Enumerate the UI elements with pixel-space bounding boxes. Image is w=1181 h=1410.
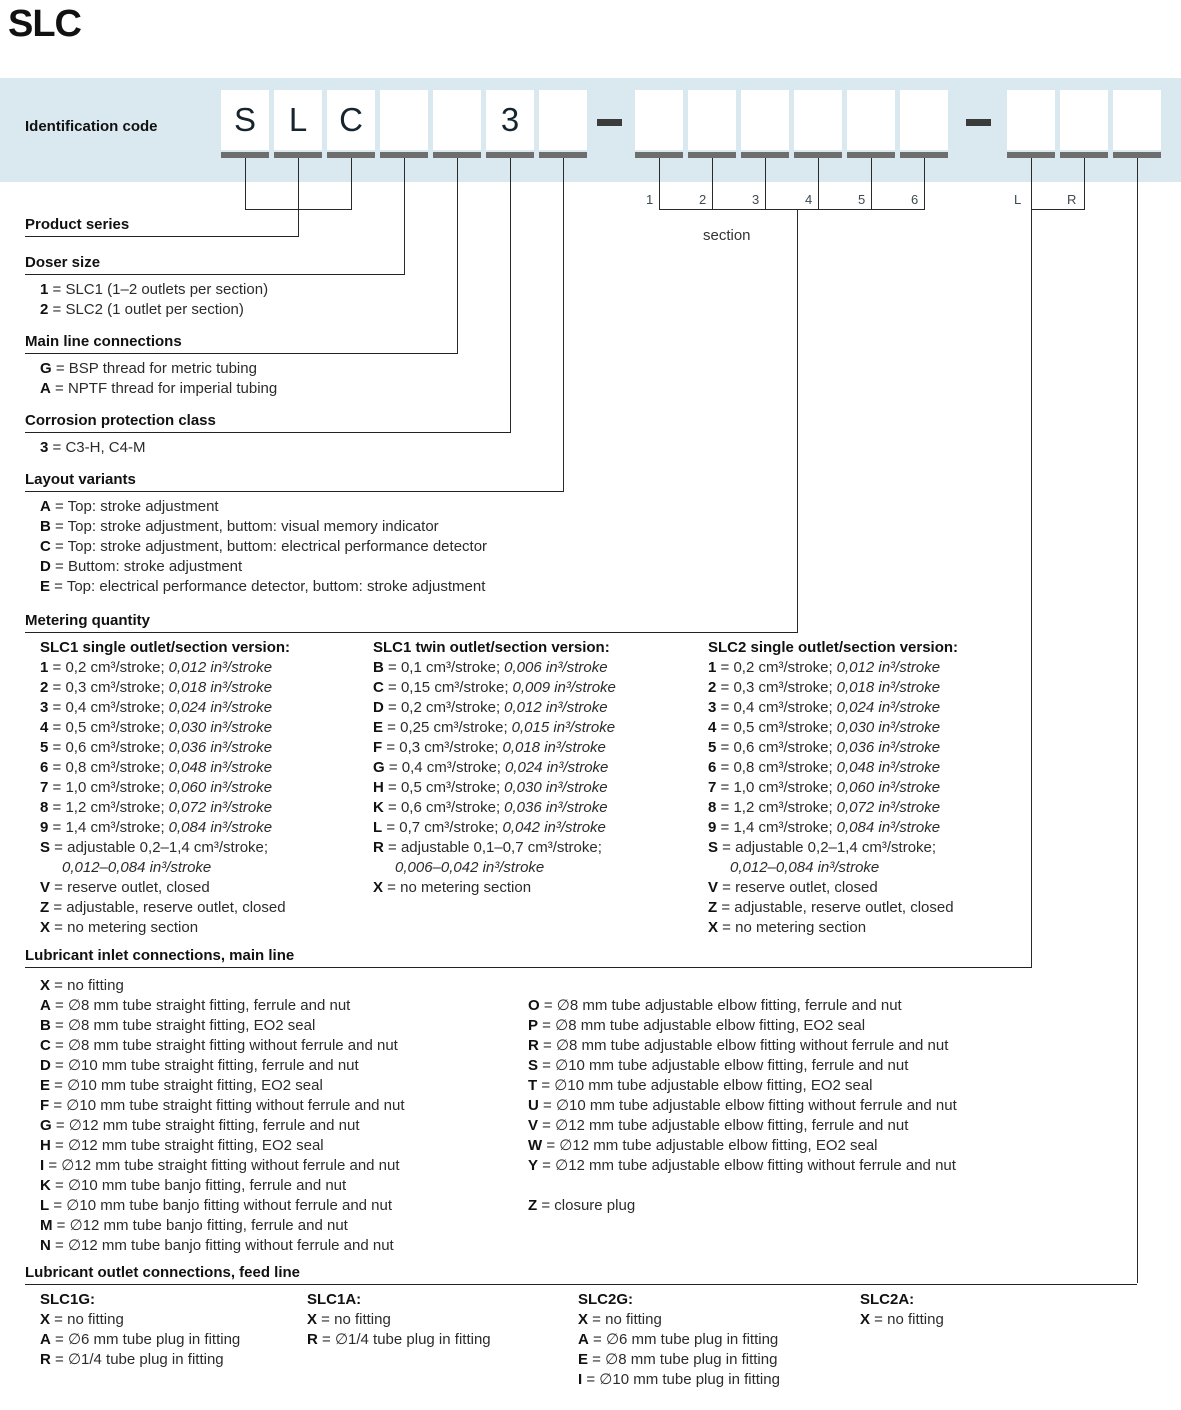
list-item: P = ∅8 mm tube adjustable elbow fitting, EO2 seal: [528, 1016, 957, 1036]
list-item: 4 = 0,5 cm³/stroke; 0,030 in³/stroke: [40, 718, 290, 738]
list-item: 0,006–0,042 in³/stroke: [395, 859, 545, 876]
section-heading-product-series: Product series: [25, 217, 298, 237]
code-box-char: C: [327, 90, 375, 150]
list-item: R = adjustable 0,1–0,7 cm³/stroke;: [373, 838, 616, 858]
metering-column-slc2-single: [708, 638, 958, 938]
list-item: 3 = 0,4 cm³/stroke; 0,024 in³/stroke: [40, 698, 290, 718]
list-item: D = ∅10 mm tube straight fitting, ferrule and nut: [40, 1056, 405, 1076]
list-item: M = ∅12 mm tube banjo fitting, ferrule and nut: [40, 1216, 405, 1236]
list-item: X = no fitting: [860, 1310, 944, 1330]
list-item: 3 = C3-H, C4-M: [40, 438, 145, 458]
list-item: F = 0,3 cm³/stroke; 0,018 in³/stroke: [373, 738, 616, 758]
banner-label: Identification code: [25, 118, 158, 135]
code-box-char: L: [274, 90, 322, 150]
code-box: [380, 90, 428, 158]
code-box: [688, 90, 736, 158]
connector-line: [712, 158, 713, 209]
list-item: 2 = 0,3 cm³/stroke; 0,018 in³/stroke: [40, 678, 290, 698]
connector-line: [404, 158, 405, 275]
list-item: [528, 1176, 957, 1196]
outlet-column-slc1g: [40, 1290, 240, 1370]
list-item: W = ∅12 mm tube adjustable elbow fitting, EO2 seal: [528, 1136, 957, 1156]
list-item: V = reserve outlet, closed: [40, 878, 290, 898]
list-item: 1 = SLC1 (1–2 outlets per section): [40, 280, 268, 300]
code-box: [847, 90, 895, 158]
outlet-column-slc2a: [860, 1290, 944, 1330]
list-item: G = BSP thread for metric tubing: [40, 359, 277, 379]
inlet-connections-right-list: [528, 996, 957, 1216]
code-dash-icon: [597, 119, 622, 126]
list-item: V = reserve outlet, closed: [708, 878, 958, 898]
list-item: U = ∅10 mm tube adjustable elbow fitting without ferrule and nut: [528, 1096, 957, 1116]
list-item: S = ∅10 mm tube adjustable elbow fitting, ferrule and nut: [528, 1056, 957, 1076]
metering-column-slc1-single: [40, 638, 290, 938]
list-item: 9 = 1,4 cm³/stroke; 0,084 in³/stroke: [40, 818, 290, 838]
code-box-char: [1060, 90, 1108, 150]
page-title: SLC: [8, 3, 81, 45]
section-number-label: 2: [699, 192, 707, 207]
list-item: V = ∅12 mm tube adjustable elbow fitting, ferrule and nut: [528, 1116, 957, 1136]
outlet-column-title: SLC2A:: [860, 1291, 915, 1308]
list-item: 2 = 0,3 cm³/stroke; 0,018 in³/stroke: [708, 678, 958, 698]
list-item: A = ∅6 mm tube plug in fitting: [40, 1330, 240, 1350]
list-item: A = NPTF thread for imperial tubing: [40, 379, 277, 399]
connector-line: [797, 209, 798, 633]
list-item: 9 = 1,4 cm³/stroke; 0,084 in³/stroke: [708, 818, 958, 838]
list-item: I = ∅10 mm tube plug in fitting: [578, 1370, 780, 1390]
metering-column-title: SLC2 single outlet/section version:: [708, 639, 959, 656]
list-item: G = 0,4 cm³/stroke; 0,024 in³/stroke: [373, 758, 616, 778]
list-item: D = Buttom: stroke adjustment: [40, 557, 487, 577]
left-outlet-label: L: [1014, 192, 1022, 207]
list-item: A = ∅8 mm tube straight fitting, ferrule and nut: [40, 996, 405, 1016]
list-item: X = no metering section: [373, 878, 616, 898]
section-number-label: 6: [911, 192, 919, 207]
metering-column-title: SLC1 single outlet/section version:: [40, 639, 291, 656]
code-box: [1007, 90, 1055, 158]
list-item: 3 = 0,4 cm³/stroke; 0,024 in³/stroke: [708, 698, 958, 718]
list-item: E = ∅8 mm tube plug in fitting: [578, 1350, 780, 1370]
connector-line: [457, 158, 458, 354]
connector-line: [351, 158, 352, 209]
section-number-label: 1: [646, 192, 654, 207]
metering-column-slc1-twin: [373, 638, 616, 898]
inlet-connections-left-list: [40, 976, 405, 1256]
code-box: [433, 90, 481, 158]
list-item: C = ∅8 mm tube straight fitting without ferrule and nut: [40, 1036, 405, 1056]
list-item: 1 = 0,2 cm³/stroke; 0,012 in³/stroke: [40, 658, 290, 678]
code-box-char: [847, 90, 895, 150]
list-item: K = ∅10 mm tube banjo fitting, ferrule and nut: [40, 1176, 405, 1196]
code-box: [900, 90, 948, 158]
list-item: N = ∅12 mm tube banjo fitting without ferrule and nut: [40, 1236, 405, 1256]
list-item: 0,012–0,084 in³/stroke: [730, 859, 880, 876]
code-box-group-prefix: [221, 90, 587, 158]
connector-line: [1031, 158, 1032, 968]
list-item: Z = closure plug: [528, 1196, 957, 1216]
code-box-char: [635, 90, 683, 150]
connector-line: [298, 158, 299, 237]
list-item: L = ∅10 mm tube banjo fitting without ferrule and nut: [40, 1196, 405, 1216]
list-item: T = ∅10 mm tube adjustable elbow fitting, EO2 seal: [528, 1076, 957, 1096]
code-box: [327, 90, 375, 158]
right-outlet-label: R: [1067, 192, 1077, 207]
code-box-char: [794, 90, 842, 150]
list-item: Y = ∅12 mm tube adjustable elbow fitting without ferrule and nut: [528, 1156, 957, 1176]
section-number-label: 3: [752, 192, 760, 207]
list-item: I = ∅12 mm tube straight fitting without ferrule and nut: [40, 1156, 405, 1176]
code-box: [1060, 90, 1108, 158]
code-box-char: [1007, 90, 1055, 150]
list-item: 2 = SLC2 (1 outlet per section): [40, 300, 268, 320]
identification-code-banner: [0, 78, 1181, 182]
connector-line: [924, 158, 925, 209]
list-item: C = Top: stroke adjustment, buttom: electrical performance detector: [40, 537, 487, 557]
list-item: C = 0,15 cm³/stroke; 0,009 in³/stroke: [373, 678, 616, 698]
section-heading-lubricant-outlet: Lubricant outlet connections, feed line: [25, 1265, 1137, 1285]
list-item: H = ∅12 mm tube straight fitting, EO2 seal: [40, 1136, 405, 1156]
list-item: S = adjustable 0,2–1,4 cm³/stroke;: [708, 838, 958, 858]
connector-line: [510, 158, 511, 433]
connector-line: [1031, 209, 1085, 210]
doser-size-list: [40, 280, 268, 320]
connector-line: [563, 158, 564, 492]
outlet-column-title: SLC2G:: [578, 1291, 634, 1308]
code-box-char: 3: [486, 90, 534, 150]
list-item: R = ∅1/4 tube plug in fitting: [40, 1350, 240, 1370]
list-item: S = adjustable 0,2–1,4 cm³/stroke;: [40, 838, 290, 858]
list-item: X = no fitting: [578, 1310, 780, 1330]
code-box-char: [1113, 90, 1161, 150]
list-item: F = ∅10 mm tube straight fitting without ferrule and nut: [40, 1096, 405, 1116]
list-item: O = ∅8 mm tube adjustable elbow fitting, ferrule and nut: [528, 996, 957, 1016]
list-item: E = ∅10 mm tube straight fitting, EO2 seal: [40, 1076, 405, 1096]
code-box: [539, 90, 587, 158]
outlet-column-slc1a: [307, 1290, 491, 1350]
list-item: K = 0,6 cm³/stroke; 0,036 in³/stroke: [373, 798, 616, 818]
list-item: R = ∅8 mm tube adjustable elbow fitting without ferrule and nut: [528, 1036, 957, 1056]
section-heading-corrosion-protection: Corrosion protection class: [25, 413, 510, 433]
list-item: E = Top: electrical performance detector, buttom: stroke adjustment: [40, 577, 487, 597]
layout-variants-list: [40, 497, 487, 597]
list-item: X = no metering section: [40, 918, 290, 938]
list-item: A = Top: stroke adjustment: [40, 497, 487, 517]
connector-line: [818, 158, 819, 209]
list-item: 5 = 0,6 cm³/stroke; 0,036 in³/stroke: [708, 738, 958, 758]
outlet-column-title: SLC1G:: [40, 1291, 96, 1308]
code-box-char: [433, 90, 481, 150]
connector-line: [659, 158, 660, 209]
main-line-connections-list: [40, 359, 277, 399]
list-item: Z = adjustable, reserve outlet, closed: [40, 898, 290, 918]
list-item: 8 = 1,2 cm³/stroke; 0,072 in³/stroke: [40, 798, 290, 818]
outlet-column-slc2g: [578, 1290, 780, 1390]
code-box: [274, 90, 322, 158]
code-box: [1113, 90, 1161, 158]
list-item: X = no fitting: [40, 1310, 240, 1330]
list-item: 6 = 0,8 cm³/stroke; 0,048 in³/stroke: [40, 758, 290, 778]
list-item: E = 0,25 cm³/stroke; 0,015 in³/stroke: [373, 718, 616, 738]
connector-line: [1084, 158, 1085, 209]
list-item: X = no metering section: [708, 918, 958, 938]
list-item: 4 = 0,5 cm³/stroke; 0,030 in³/stroke: [708, 718, 958, 738]
code-box: [221, 90, 269, 158]
list-item: 8 = 1,2 cm³/stroke; 0,072 in³/stroke: [708, 798, 958, 818]
corrosion-class-list: [40, 438, 145, 458]
list-item: B = 0,1 cm³/stroke; 0,006 in³/stroke: [373, 658, 616, 678]
code-box-char: [380, 90, 428, 150]
list-item: D = 0,2 cm³/stroke; 0,012 in³/stroke: [373, 698, 616, 718]
list-item: 1 = 0,2 cm³/stroke; 0,012 in³/stroke: [708, 658, 958, 678]
list-item: X = no fitting: [307, 1310, 491, 1330]
connector-line: [765, 158, 766, 209]
list-item: G = ∅12 mm tube straight fitting, ferrule and nut: [40, 1116, 405, 1136]
list-item: X = no fitting: [40, 976, 405, 996]
outlet-column-title: SLC1A:: [307, 1291, 362, 1308]
code-box-char: [741, 90, 789, 150]
section-heading-main-line-connections: Main line connections: [25, 334, 457, 354]
list-item: Z = adjustable, reserve outlet, closed: [708, 898, 958, 918]
code-box-group-sections: [635, 90, 948, 158]
list-item: B = ∅8 mm tube straight fitting, EO2 seal: [40, 1016, 405, 1036]
list-item: 5 = 0,6 cm³/stroke; 0,036 in³/stroke: [40, 738, 290, 758]
section-heading-doser-size: Doser size: [25, 255, 404, 275]
section-heading-metering-quantity: Metering quantity: [25, 613, 797, 633]
connector-line: [659, 209, 925, 210]
section-word-label: section: [703, 227, 751, 244]
section-heading-layout-variants: Layout variants: [25, 472, 563, 492]
metering-column-title: SLC1 twin outlet/section version:: [373, 639, 610, 656]
list-item: H = 0,5 cm³/stroke; 0,030 in³/stroke: [373, 778, 616, 798]
list-item: R = ∅1/4 tube plug in fitting: [307, 1330, 491, 1350]
code-box-char: [688, 90, 736, 150]
code-box: [794, 90, 842, 158]
code-box: [741, 90, 789, 158]
list-item: 7 = 1,0 cm³/stroke; 0,060 in³/stroke: [708, 778, 958, 798]
code-box-char: [900, 90, 948, 150]
list-item: B = Top: stroke adjustment, buttom: visual memory indicator: [40, 517, 487, 537]
connector-line: [871, 158, 872, 209]
list-item: 7 = 1,0 cm³/stroke; 0,060 in³/stroke: [40, 778, 290, 798]
code-box: [635, 90, 683, 158]
list-item: 0,012–0,084 in³/stroke: [62, 859, 212, 876]
section-heading-lubricant-inlet: Lubricant inlet connections, main line: [25, 948, 1031, 968]
section-number-label: 5: [858, 192, 866, 207]
code-dash-icon: [966, 119, 991, 126]
section-number-label: 4: [805, 192, 813, 207]
list-item: L = 0,7 cm³/stroke; 0,042 in³/stroke: [373, 818, 616, 838]
code-box: [486, 90, 534, 158]
connector-line: [245, 158, 246, 209]
code-box-group-suffix: [1007, 90, 1161, 158]
code-box-char: [539, 90, 587, 150]
list-item: A = ∅6 mm tube plug in fitting: [578, 1330, 780, 1350]
list-item: 6 = 0,8 cm³/stroke; 0,048 in³/stroke: [708, 758, 958, 778]
code-box-char: S: [221, 90, 269, 150]
connector-line: [1137, 158, 1138, 1283]
